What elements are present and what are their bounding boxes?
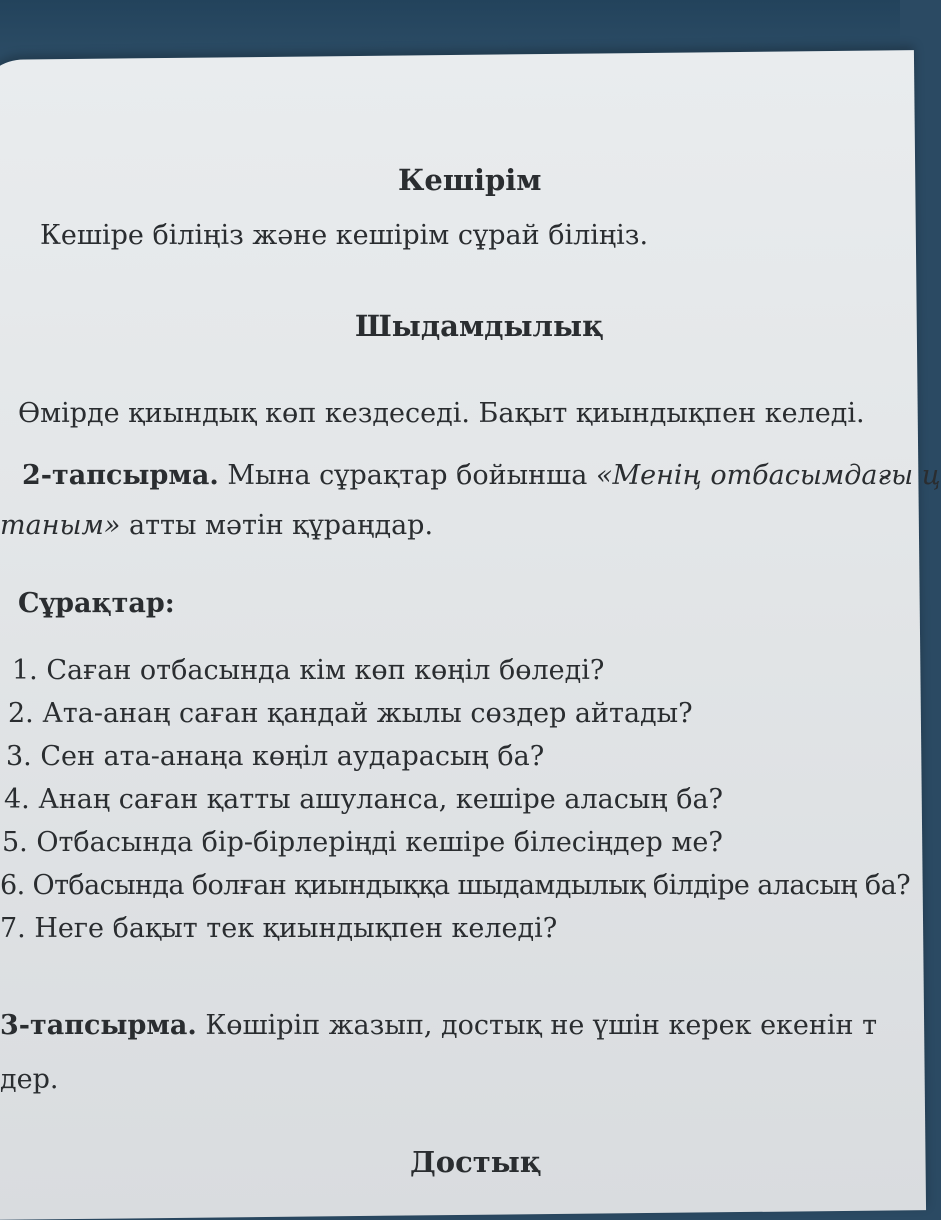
patience-sentence: Өмірде қиындық көп кездеседі. Бақыт қиындықпен келеді. [18, 398, 865, 429]
task2-title-italic: «Менің отбасымдағы [595, 460, 914, 491]
question-item: 1. Саған отбасында кім көп көңіл бөледі? [12, 655, 605, 686]
section-title-patience: Шыдамдылық [355, 309, 604, 343]
forgiveness-sentence: Кешіре біліңіз және кешірім сұрай біліңіз. [40, 220, 649, 251]
task2-line2 [0, 512, 433, 539]
question-item: 4. Анаң саған қатты ашуланса, кешіре аласың ба? [4, 784, 724, 815]
task3-line2: дер. [0, 1064, 59, 1095]
task2-title-italic-end: таным» [0, 510, 121, 541]
section-title-forgiveness: Кешірім [398, 163, 542, 197]
task3-label: 3-тапсырма. [0, 1010, 197, 1041]
questions-heading: Сұрақтар: [18, 588, 175, 619]
task2-line1 [22, 462, 941, 489]
task2-cut-text: ц [921, 460, 941, 491]
task2-label: 2-тапсырма. [22, 460, 219, 491]
task3-line1 [0, 1012, 877, 1039]
task3-text: Көшіріп жазып, достық не үшін керек екенін т [205, 1010, 878, 1041]
question-item: 5. Отбасында бір-бірлеріңді кешіре білесіңдер ме? [2, 827, 723, 858]
question-item: 6. Отбасында болған қиындыққа шыдамдылық білдіре аласың ба? [0, 870, 910, 901]
task2-text: Мына сұрақтар бойынша [227, 460, 588, 491]
question-item: 2. Ата-анаң саған қандай жылы сөздер айтады? [8, 698, 693, 729]
task2-text-end: атты мәтін құраңдар. [128, 510, 434, 541]
question-item: 7. Неге бақыт тек қиындықпен келеді? [0, 913, 558, 944]
question-item: 3. Сен ата-анаңа көңіл аударасың ба? [6, 741, 545, 772]
section-title-friendship: Достық [410, 1145, 542, 1179]
